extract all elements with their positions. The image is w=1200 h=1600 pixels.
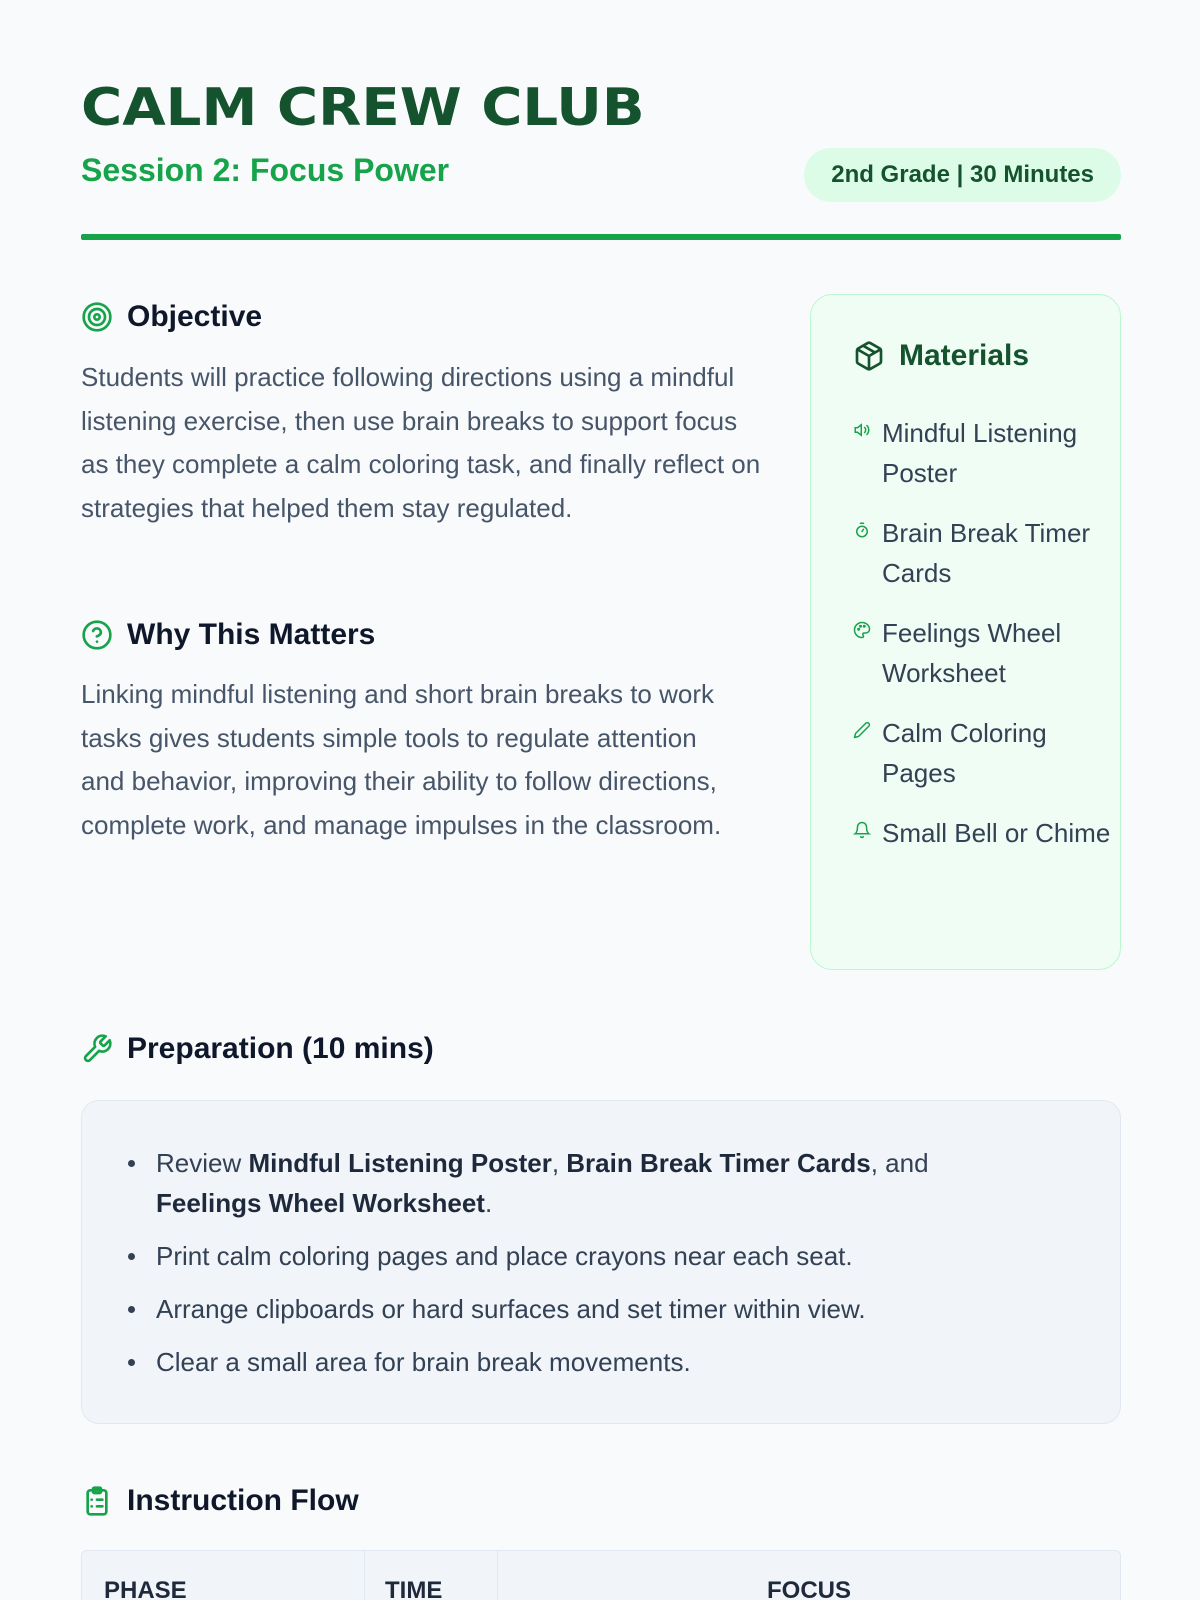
material-name: Mindful Listening Poster: [248, 1148, 552, 1178]
materials-item: [851, 713, 1111, 793]
instruction-table: [81, 1550, 1121, 1600]
list-item: Arrange clipboards or hard surfaces and set timer within view.: [156, 1289, 1056, 1329]
page-title: CALM CREW CLUB: [81, 78, 645, 138]
table-header-time: TIME: [365, 1551, 498, 1600]
list-item: Review Mindful Listening Poster, Brain Break Timer Cards, and Feelings Wheel Worksheet.: [156, 1143, 1056, 1223]
clipboard-list-icon: [81, 1485, 113, 1517]
material-name: Feelings Wheel Worksheet: [156, 1188, 485, 1218]
preparation-title: Preparation (10 mins): [127, 1032, 434, 1065]
materials-item: [851, 813, 1111, 853]
target-icon: [81, 301, 113, 333]
materials-item: [851, 513, 1111, 593]
palette-icon: [851, 621, 873, 639]
why-text: Linking mindful listening and short brain breaks to work tasks gives students simple tools to regulate attention and behavior, improving their ability to follow directions, complete work, and manage impulses in the classroom.: [81, 679, 722, 840]
why-title: Why This Matters: [127, 618, 376, 651]
objective-title: Objective: [127, 300, 263, 333]
header-divider: [81, 234, 1121, 240]
objective-text: Students will practice following directions using a mindful listening exercise, then use brain breaks to support focus as they complete a calm coloring task, and finally reflect on strategies that helped them stay regulated.: [81, 362, 761, 523]
bell-icon: [851, 821, 873, 839]
why-heading: [81, 618, 375, 652]
preparation-box: [81, 1100, 1121, 1424]
materials-panel: [810, 294, 1121, 970]
objective-heading: [81, 300, 262, 334]
preparation-heading: [81, 1032, 434, 1066]
material-name: Brain Break Timer Cards: [566, 1148, 871, 1178]
package-icon: [853, 339, 887, 373]
materials-item: [851, 613, 1111, 693]
table-header-phase: PHASE: [82, 1551, 365, 1600]
list-item: Print calm coloring pages and place crayons near each seat.: [156, 1236, 1056, 1276]
speaker-icon: [851, 421, 873, 439]
materials-item-label: Feelings Wheel Worksheet: [882, 618, 1062, 688]
materials-item-label: Calm Coloring Pages: [882, 718, 1047, 788]
materials-list: [851, 413, 1111, 873]
table-header-focus: FOCUS: [767, 1577, 851, 1600]
session-subtitle: Session 2: Focus Power: [81, 152, 450, 188]
instruction-heading: [81, 1484, 359, 1518]
grade-duration-badge: 2nd Grade | 30 Minutes: [804, 148, 1121, 202]
pencil-icon: [851, 721, 873, 739]
help-circle-icon: [81, 619, 113, 651]
materials-title: Materials: [899, 339, 1030, 372]
materials-item: [851, 413, 1111, 493]
instruction-title: Instruction Flow: [127, 1484, 359, 1517]
stopwatch-icon: [851, 521, 873, 539]
preparation-list: [156, 1143, 1056, 1395]
page-header: [81, 78, 1121, 242]
materials-item-label: Small Bell or Chime: [882, 818, 1111, 848]
materials-heading: [853, 339, 1029, 373]
materials-item-label: Mindful Listening Poster: [882, 418, 1078, 488]
wrench-icon: [81, 1033, 113, 1065]
materials-item-label: Brain Break Timer Cards: [882, 518, 1091, 588]
list-item: Clear a small area for brain break movements.: [156, 1342, 1056, 1382]
